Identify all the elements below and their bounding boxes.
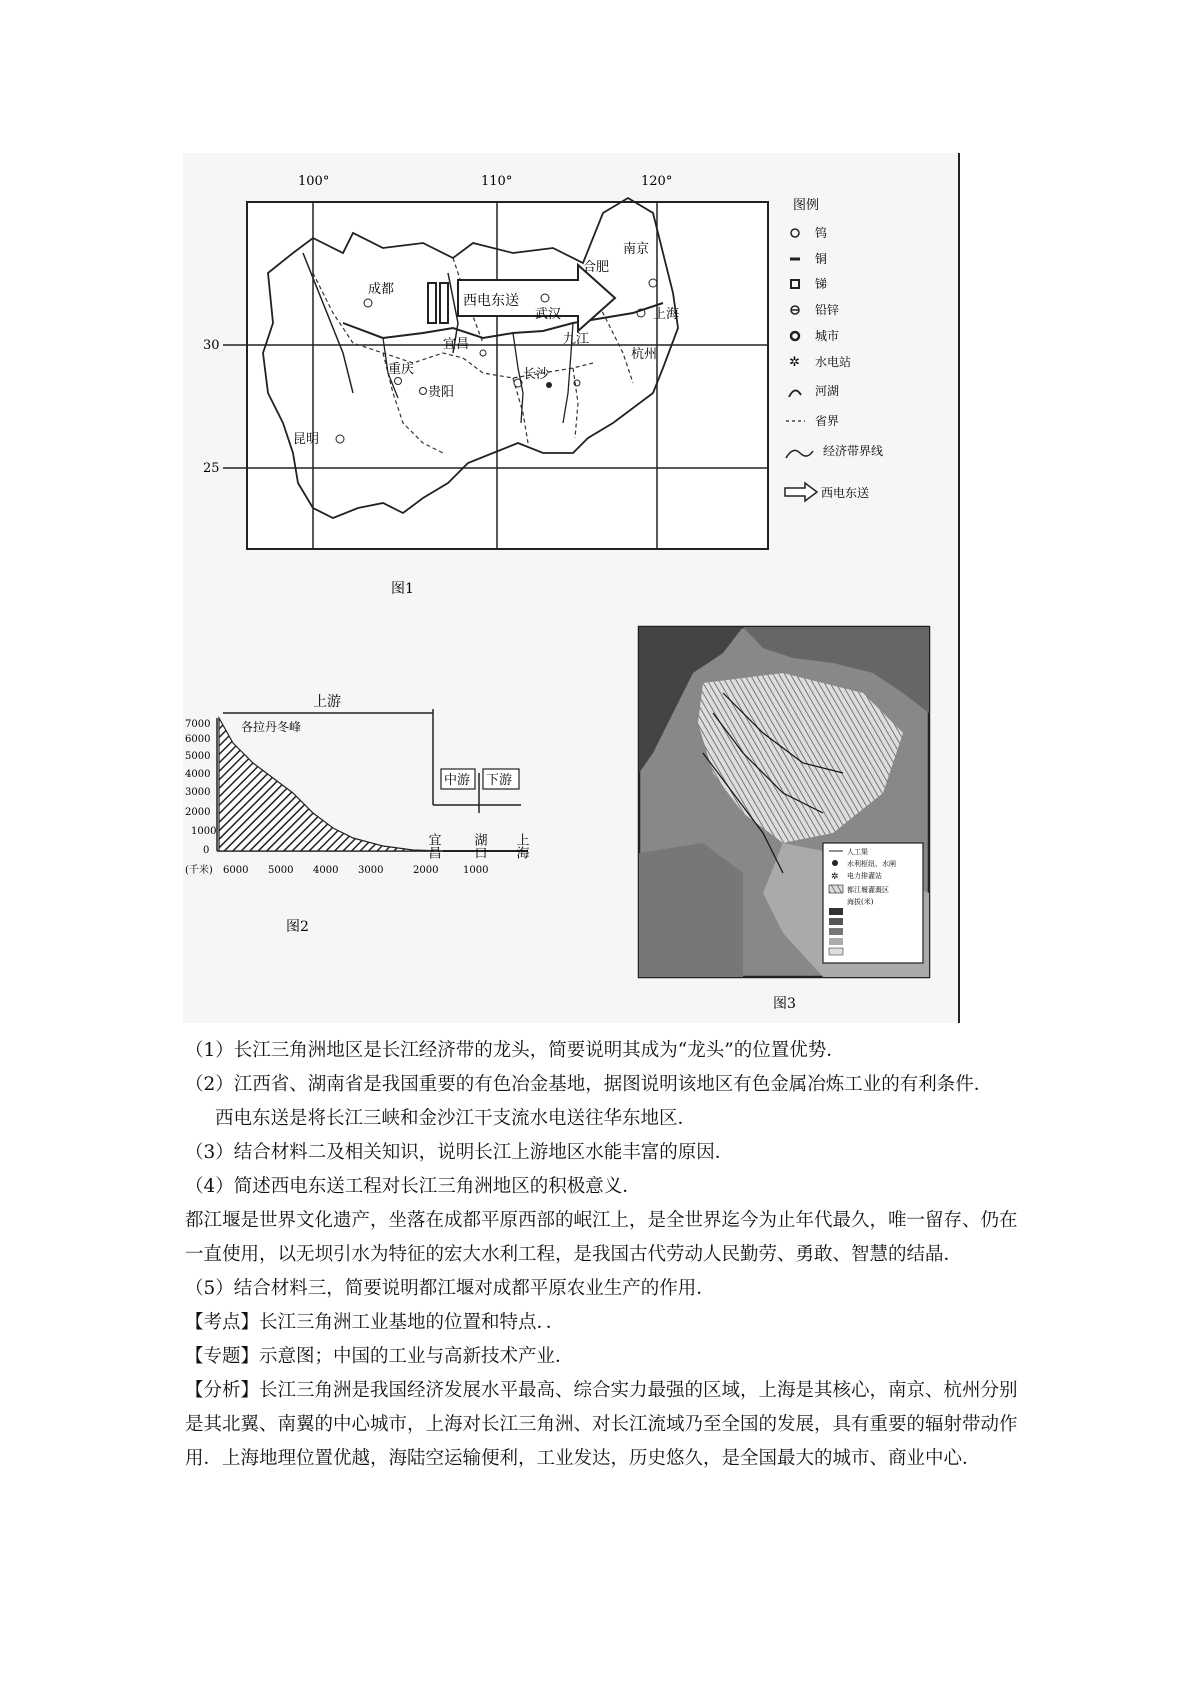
analysis: 【分析】长江三角洲是我国经济发展水平最高、综合实力最强的区域，上海是其核心，南京、杭州分别是其北翼、南翼的中心城市，上海对长江三角洲、对长江流域乃至全国的发展，具有重要的辐射带动作用．上海地理位置优越，海陆空运输便利，工业发达，历史悠久，是全国最大的城市、商业中心．	[185, 1380, 1018, 1469]
legend-irrigation-area: 都江堰灌溉区	[847, 886, 889, 894]
legend-economic-belt: 经济带界线	[823, 444, 884, 458]
topic: 【专题】示意图；中国的工业与高新技术产业．	[185, 1346, 574, 1367]
legend-pumping-station: 电力排灌站	[847, 872, 882, 880]
x-tick: 5000	[268, 865, 294, 876]
place-kunming: 昆明	[293, 432, 320, 447]
x-unit: (千米)	[185, 865, 213, 876]
legend-canal: 人工渠	[847, 848, 868, 856]
y-tick: 7000	[185, 719, 211, 730]
fig2-x-ticks	[185, 863, 488, 876]
figure-2-profile	[185, 694, 529, 935]
material-2: 西电东送是将长江三峡和金沙江干支流水电送往华东地区．	[215, 1108, 697, 1129]
y-tick: 4000	[185, 769, 211, 780]
place-jiujiang: 九江	[563, 332, 590, 347]
y-tick: 5000	[185, 751, 211, 762]
material-3: 都江堰是世界文化遗产，坐落在成都平原西部的岷江上，是全世界迄今为止年代最久，唯一留存、仍在一直使用，以无坝引水为特征的宏大水利工程，是我国古代劳动人民勤劳、勇敢、智慧的结晶．	[185, 1210, 1018, 1265]
svg-text:✲: ✲	[831, 872, 839, 882]
legend-lead-zinc: 铅锌	[815, 303, 840, 317]
x-tick: 1000	[463, 865, 489, 876]
question-3: （3）结合材料二及相关知识，说明长江上游地区水能丰富的原因．	[185, 1142, 734, 1163]
place-guiyang: 贵阳	[428, 385, 455, 400]
lat-label-30: 30	[203, 338, 220, 353]
legend-title: 图例	[793, 198, 820, 213]
place-wuhan: 武汉	[535, 307, 562, 322]
question-5: （5）结合材料三，简要说明都江堰对成都平原农业生产的作用．	[185, 1278, 715, 1299]
place-changsha: 长沙	[523, 367, 550, 382]
fig1-legend	[785, 198, 883, 501]
lon-label-120: 120°	[641, 174, 673, 189]
fig3-caption: 图3	[773, 996, 796, 1012]
lon-label-110: 110°	[481, 174, 513, 189]
power-arrow-icon	[785, 483, 817, 501]
legend-city: 城市	[815, 329, 840, 343]
point-yichang: 宜昌	[425, 833, 441, 859]
legend-province-border: 省界	[815, 414, 840, 428]
y-tick: 1000	[191, 826, 217, 837]
place-shanghai: 上海	[653, 307, 680, 322]
question-1: （1）长江三角洲地区是长江经济带的龙头，简要说明其成为“龙头”的位置优势．	[185, 1040, 845, 1061]
lon-label-100: 100°	[298, 174, 330, 189]
place-chongqing: 重庆	[388, 362, 415, 377]
point-shanghai: 上海	[513, 833, 529, 859]
legend-water-hub: 水利枢纽、水闸	[847, 860, 896, 868]
y-tick: 2000	[185, 807, 211, 818]
question-4: （4）简述西电东送工程对长江三角洲地区的积极意义．	[185, 1176, 641, 1197]
y-tick: 0	[203, 845, 210, 856]
place-yichang: 宜昌	[443, 337, 470, 352]
place-nanjing: 南京	[623, 242, 650, 257]
antimony-icon	[791, 280, 799, 288]
x-tick: 4000	[313, 865, 339, 876]
key-point: 【考点】长江三角洲工业基地的位置和特点．．	[185, 1312, 565, 1333]
y-tick: 6000	[185, 734, 211, 745]
legend-antimony: 锑	[815, 277, 828, 291]
hydropower-icon: ✲	[789, 355, 800, 370]
place-chengdu: 成都	[368, 282, 395, 297]
peak-label: 各拉丹冬峰	[241, 720, 302, 734]
figure-1-map	[203, 174, 883, 597]
section-lower: 下游	[486, 773, 513, 788]
legend-copper: 铜	[815, 252, 828, 266]
economic-belt-line-icon	[786, 450, 813, 458]
figure-3-map	[639, 627, 929, 1012]
x-tick: 3000	[358, 865, 384, 876]
fig2-y-ticks	[185, 719, 216, 856]
x-tick: 6000	[223, 865, 249, 876]
question-2: （2）江西省、湖南省是我国重要的有色冶金基地，据图说明该地区有色金属冶炼工业的有利条件．	[185, 1074, 993, 1095]
legend-power-transmission: 西电东送	[821, 486, 870, 500]
question-text	[185, 1034, 1035, 1476]
y-tick: 3000	[185, 787, 211, 798]
section-middle: 中游	[444, 773, 471, 788]
legend-river: 河湖	[815, 384, 840, 398]
legend-elevation: 海拔(米)	[847, 898, 874, 906]
tungsten-icon	[791, 229, 799, 237]
fig1-caption: 图1	[391, 581, 414, 597]
fig2-caption: 图2	[286, 919, 309, 935]
point-hukou: 湖口	[471, 833, 487, 859]
place-hefei: 合肥	[583, 260, 610, 275]
city-icon	[791, 332, 799, 340]
figure-panel	[183, 153, 960, 1023]
place-hangzhou: 杭州	[631, 347, 658, 362]
lat-label-25: 25	[203, 461, 220, 476]
arrow-label: 西电东送	[463, 293, 519, 309]
x-tick: 2000	[413, 865, 439, 876]
section-upper: 上游	[313, 694, 341, 710]
legend-tungsten: 钨	[815, 226, 828, 240]
legend-hydropower: 水电站	[815, 355, 852, 369]
river-icon	[789, 390, 801, 397]
